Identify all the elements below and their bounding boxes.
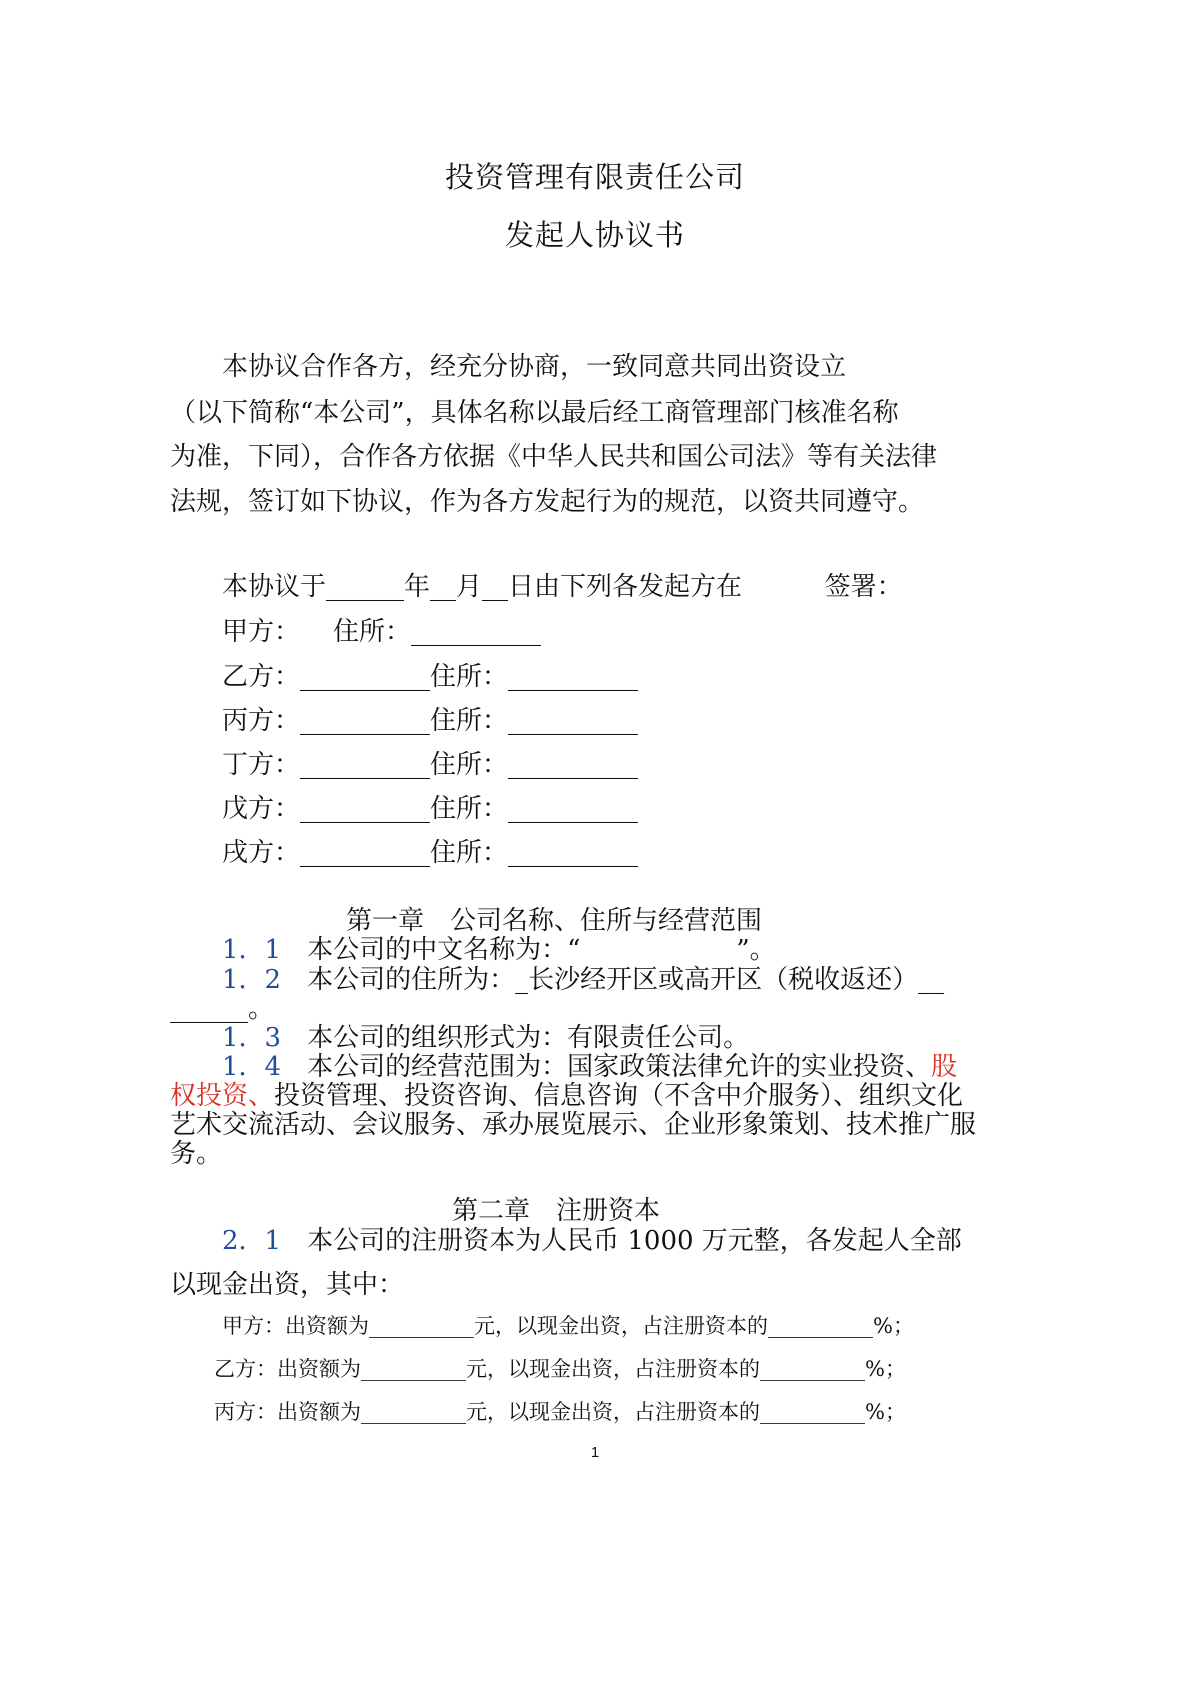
contribution-line-bing: 丙方：出资额为__________元，以现金出资，占注册资本的__________%； <box>214 1400 906 1424</box>
highlighted-text: 股 <box>931 1052 958 1082</box>
clause-text: 本公司的注册资本为人民币 1000 万元整，各发起人全部 <box>281 1226 962 1256</box>
clause-text: 本公司的经营范围为：国家政策法律允许的实业投资、 <box>281 1052 932 1082</box>
clause-text: 本公司的中文名称为：“ ”。 <box>281 935 776 965</box>
chapter-1-heading: 第一章 公司名称、住所与经营范围 <box>346 906 763 936</box>
clause-1-2 <box>222 959 944 996</box>
highlighted-text: 权投资、 <box>170 1081 275 1111</box>
signing-date-line: 本协议于______年__月__日由下列各发起方在 签署： <box>222 572 903 602</box>
contribution-line-jia: 甲方：出资额为__________元，以现金出资，占注册资本的__________%； <box>222 1314 914 1338</box>
clause-number: 1．2 <box>222 965 282 995</box>
clause-2-1-line-2: 以现金出资，其中： <box>170 1270 405 1300</box>
preamble-line-1: 本协议合作各方，经充分协商，一致同意共同出资设立 <box>222 352 847 382</box>
party-line-ding: 丁方：__________住所：__________ <box>222 750 639 780</box>
page-number: 1 <box>590 1444 600 1461</box>
document-title-agreement: 发起人协议书 <box>504 218 685 252</box>
clause-number: 1．4 <box>222 1052 282 1082</box>
preamble-line-3: 为准，下同），合作各方依据《中华人民共和国公司法》等有关法律 <box>170 442 938 472</box>
clause-1-4-line-3: 艺术交流活动、会议服务、承办展览展示、企业形象策划、技术推广服 <box>170 1110 977 1140</box>
clause-text: 本公司的组织形式为：有限责任公司。 <box>281 1023 750 1053</box>
clause-2-1-line-1 <box>222 1220 962 1257</box>
party-line-wu: 戊方：__________住所：__________ <box>222 794 639 824</box>
party-line-xu: 戌方：__________住所：__________ <box>222 838 639 868</box>
clause-number: 1．1 <box>222 935 282 965</box>
contribution-line-yi: 乙方：出资额为__________元，以现金出资，占注册资本的__________%； <box>214 1357 906 1381</box>
party-line-yi: 乙方：__________住所：__________ <box>222 662 639 692</box>
clause-text: 投资管理、投资咨询、信息咨询（不含中介服务）、组织文化 <box>274 1081 964 1111</box>
party-line-bing: 丙方：__________住所：__________ <box>222 706 639 736</box>
clause-1-2-continued: ______。 <box>170 994 275 1024</box>
clause-number: 2．1 <box>222 1226 282 1256</box>
document-title-company: 投资管理有限责任公司 <box>444 160 745 194</box>
party-line-jia: 甲方： 住所：__________ <box>222 617 542 647</box>
preamble-line-2: （以下简称“本公司”，具体名称以最后经工商管理部门核准名称 <box>170 398 899 428</box>
clause-number: 1．3 <box>222 1023 282 1053</box>
chapter-2-heading: 第二章 注册资本 <box>452 1196 661 1226</box>
clause-1-4-line-4: 务。 <box>170 1139 223 1169</box>
clause-text: 本公司的住所为：_长沙经开区或高开区（税收返还）__ <box>281 965 945 995</box>
preamble-line-4: 法规，签订如下协议，作为各方发起行为的规范，以资共同遵守。 <box>170 487 925 517</box>
